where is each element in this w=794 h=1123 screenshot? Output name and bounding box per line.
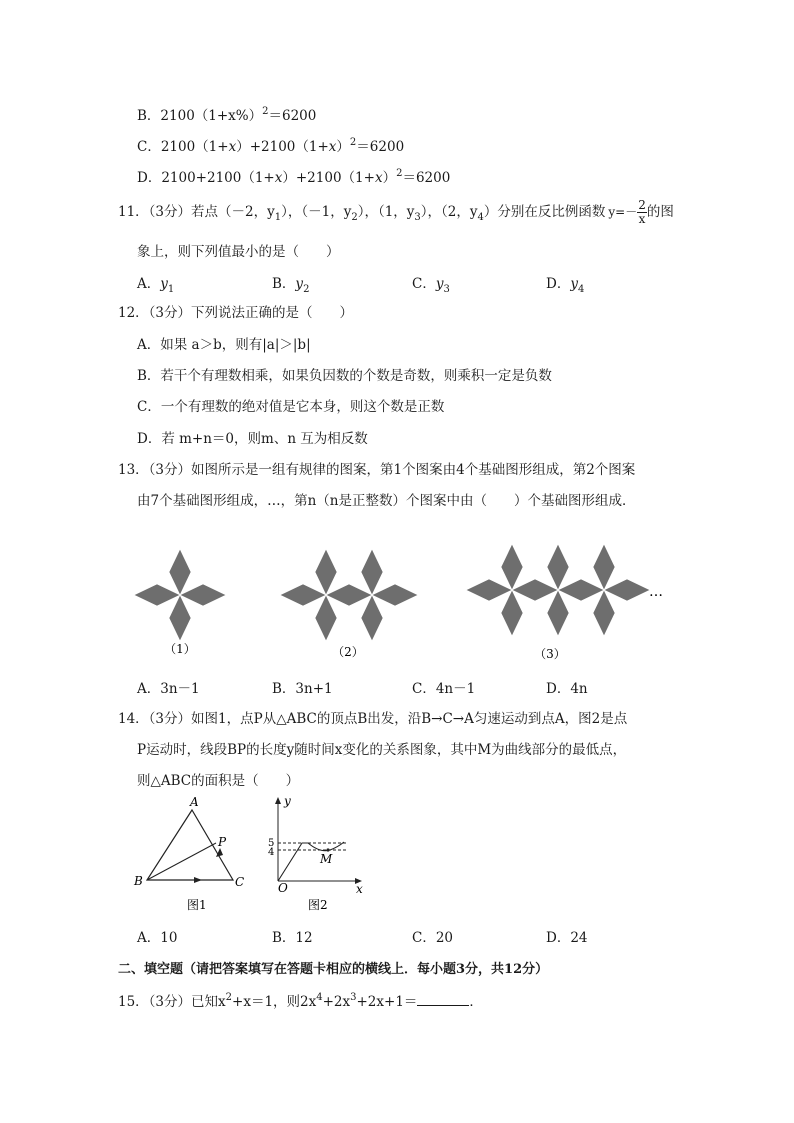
q12-stem: 12．（3分）下列说法正确的是（ ） (118, 305, 354, 321)
q13-option-b: B．3n+1 (272, 681, 333, 697)
q11-option-c (412, 272, 450, 295)
q10-d-x1: x (274, 170, 283, 186)
diamond-shape (512, 579, 558, 601)
q15-pre: 15．（3分）已知x (118, 994, 226, 1010)
q11-b-var: y (295, 276, 304, 292)
q10-d-tail: ＝6200 (402, 170, 451, 186)
q14-option-b: B．12 (272, 930, 313, 946)
diamond-shape (547, 544, 569, 590)
fig1-caption: 图1 (187, 898, 207, 912)
q12-option-b: B．若干个有理数相乘，如果负因数的个数是奇数，则乘积一定是负数 (137, 368, 552, 384)
q15-mid2: +2x (322, 994, 351, 1010)
q13-stem-line2: 由7个基础图形组成，…，第n（n是正整数）个图案中由（ ）个基础图形组成． (137, 493, 636, 509)
label-m: M (320, 852, 333, 866)
diamond-shape (501, 544, 523, 590)
diamond-shape (280, 584, 326, 606)
q11-stem-line1 (118, 199, 674, 226)
q11-c-label: C． (412, 276, 436, 292)
q11-c-var: y (435, 276, 444, 292)
label-o: O (278, 881, 288, 895)
label-5: 5 (268, 838, 275, 849)
q12-option-a: A．如果 a＞b，则有|a|＞|b| (137, 337, 311, 353)
q15-mid3: +2x+1＝ (356, 994, 418, 1010)
section-2-title: 二、填空题（请把答案填写在答题卡相应的横线上．每小题3分，共12分） (118, 962, 549, 977)
q11-fraction (637, 199, 647, 226)
q10-option-d (137, 166, 450, 186)
q11-l1c: ），（1，y (357, 204, 415, 220)
q11-b-sub: 2 (303, 284, 310, 295)
label-x: x (356, 882, 363, 896)
q14-stem-line1: 14．（3分）如图1，点P从△ABC的顶点B出发，沿B→C→A匀速运动到点A，图2是点 (118, 711, 628, 727)
q11-b-label: B． (272, 276, 296, 292)
q11-a-var: y (160, 276, 168, 292)
label-4: 4 (268, 847, 275, 858)
q11-option-a (137, 272, 175, 295)
diamond-shape (315, 549, 337, 595)
q10-b-exponent: 2 (262, 106, 269, 117)
q13-option-c: C．4n－1 (412, 681, 476, 697)
diamond-shape (169, 595, 191, 641)
q11-l1b: ），（－1，y (281, 204, 352, 220)
label-b: B (134, 874, 143, 888)
q15-stem (118, 990, 483, 1010)
q11-l1e: ）分别在反比例函数 (483, 204, 606, 220)
q13-pattern-figures (0, 540, 794, 670)
q10-c-pre: C．2100（1+ (137, 139, 229, 155)
q15-end: ． (469, 994, 483, 1010)
q15-answer-blank[interactable] (417, 993, 469, 1006)
diamond-shape (547, 590, 569, 636)
arrow-bc-icon (194, 877, 202, 883)
q11-sub1: 1 (274, 212, 282, 223)
diamond-shape (372, 584, 418, 606)
graph-segment (278, 843, 308, 881)
q12-option-d: D．若 m+n＝0，则m、n 互为相反数 (137, 431, 368, 447)
q11-func-y: y=－ (608, 205, 638, 219)
diamond-shape (315, 595, 337, 641)
q10-c-mid2: ） (336, 139, 350, 155)
q10-d-pre: D．2100+2100（1+ (137, 170, 275, 186)
q11-c-sub: 3 (443, 284, 450, 295)
q11-frac-den: x (638, 212, 646, 226)
q10-c-tail: ＝6200 (356, 139, 405, 155)
q10-d-x2: x (374, 170, 383, 186)
q10-d-exponent: 2 (396, 168, 403, 179)
q11-a-label: A． (137, 276, 161, 292)
q11-sub4: 4 (477, 212, 484, 223)
diamond-shape (558, 579, 604, 601)
diamond-shape (593, 544, 615, 590)
q10-c-x2: x (328, 139, 337, 155)
q10-b-tail: ＝6200 (268, 108, 317, 124)
label-y: y (284, 794, 291, 808)
diamond-shape (604, 579, 650, 601)
q11-l1d: ），（2，y (420, 204, 478, 220)
fig2-caption: 图2 (308, 898, 328, 912)
q10-c-exponent: 2 (349, 137, 357, 148)
q11-option-b (272, 272, 310, 295)
label-p: P (218, 835, 227, 849)
q10-option-b (137, 104, 316, 124)
q11-sub3: 3 (414, 212, 421, 223)
q11-l1a: 11．（3分）若点（－2，y (118, 204, 275, 220)
q10-option-c (137, 135, 404, 155)
q13-stem-line1: 13．（3分）如图所示是一组有规律的图案，第1个图案由4个基础图形组成，第2个图案 (118, 462, 636, 478)
q10-c-x1: x (228, 139, 237, 155)
q13-fig-label-1: （1） (164, 642, 196, 656)
q14-option-d: D．24 (546, 930, 588, 946)
diamond-shape (361, 549, 383, 595)
q14-stem-line2: P运动时，线段BP的长度y随时间x变化的关系图象，其中M为曲线部分的最低点， (137, 742, 627, 758)
q14-stem-line3: 则△ABC的面积是（ ） (137, 773, 300, 789)
q13-fig-label-2: （2） (332, 645, 364, 659)
diamond-shape (326, 584, 372, 606)
q15-exp3: 3 (350, 992, 357, 1003)
q11-d-sub: 4 (577, 284, 585, 295)
q14-figure1-triangle (130, 793, 260, 918)
q11-d-label: D． (546, 276, 571, 292)
q11-d-var: y (570, 276, 578, 292)
q11-stem-line2: 象上，则下列值最小的是（ ） (137, 244, 340, 260)
diamond-shape (593, 590, 615, 636)
q13-ellipsis: … (649, 584, 663, 600)
q11-l1f: 的图 (646, 204, 674, 220)
label-a: A (190, 795, 199, 809)
q11-a-sub: 1 (167, 284, 175, 295)
diamond-shape (466, 579, 512, 601)
y-axis-arrow-icon (275, 797, 281, 804)
diamond-shape (169, 549, 191, 595)
q10-d-mid2: ） (382, 170, 397, 186)
q11-frac-num: 2 (638, 198, 646, 212)
label-c: C (235, 875, 245, 889)
diamond-shape (361, 595, 383, 641)
segment-bp (147, 843, 216, 880)
q13-option-d: D．4n (546, 681, 588, 697)
q14-option-a: A．10 (137, 930, 178, 946)
q11-option-d (546, 272, 585, 295)
q13-option-a: A．3n－1 (137, 681, 200, 697)
q10-d-mid: ）+2100（1+ (282, 170, 375, 186)
q10-c-mid: ）+2100（1+ (236, 139, 329, 155)
q14-option-c: C．20 (412, 930, 454, 946)
diamond-shape (180, 584, 226, 606)
q13-fig-label-3: （3） (534, 647, 566, 661)
q15-exp4: 4 (316, 992, 323, 1003)
diamond-shape (501, 590, 523, 636)
q15-mid: +x＝1，则2x (232, 994, 317, 1010)
q14-figure2-graph (260, 793, 380, 918)
q13-diamond-group (134, 544, 650, 641)
q10-b-text: B．2100（1+x%） (137, 108, 263, 124)
q15-exp2: 2 (225, 992, 233, 1003)
diamond-shape (134, 584, 180, 606)
q11-sub2: 2 (351, 212, 358, 223)
q12-option-c: C．一个有理数的绝对值是它本身，则这个数是正数 (137, 399, 445, 415)
